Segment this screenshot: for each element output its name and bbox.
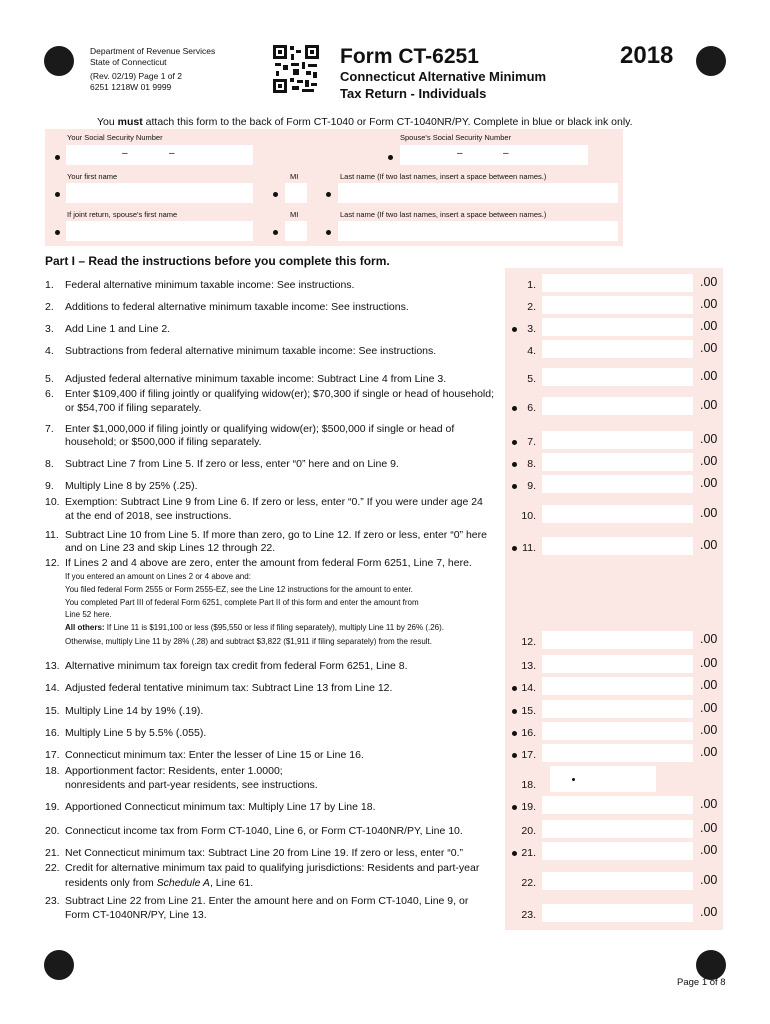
line-10-text: Exemption: Subtract Line 9 from Line 6. If zero or less, enter “0.” If you were under age 24 (65, 496, 483, 508)
line-18-text: Apportionment factor: Residents, enter 1.0000; (65, 765, 283, 777)
qr-code (273, 45, 319, 93)
line-22-text (65, 877, 510, 890)
line-12-text: You completed Part III of federal Form 6251, complete Part II of this form and enter the amount from (65, 598, 419, 607)
line-14-label: 14. (521, 682, 536, 694)
attach-note-pre: You (97, 116, 118, 128)
line-4-label: 4. (527, 345, 536, 357)
ssn-separator: – (457, 148, 464, 159)
line-23-text: Subtract Line 22 from Line 21. Enter the amount here and on Form CT-1040, Line 9, or (65, 895, 469, 907)
attach-note-emphasis: must (117, 116, 143, 128)
line-22-post: , Line 61. (209, 877, 254, 889)
spouse-first-name-field[interactable] (66, 221, 253, 241)
cents-label: .00 (700, 506, 718, 520)
line-12-label: 12. (521, 636, 536, 648)
required-bullet (388, 155, 393, 160)
form-subtitle-line2: Tax Return - Individuals (340, 86, 487, 101)
line-number: 13. (45, 660, 60, 672)
spouse-mi-field[interactable] (285, 221, 307, 241)
line-23-text: Form CT-1040NR/PY, Line 13. (65, 909, 207, 921)
line-13-text: Alternative minimum tax foreign tax credit from federal Form 6251, Line 8. (65, 660, 408, 672)
required-bullet (512, 440, 517, 445)
line-4-text: Subtractions from federal alternative minimum taxable income: See instructions. (65, 345, 437, 357)
line-6-text: Enter $109,400 if filing jointly or qualifying widow(er); $70,300 if single or head of household; (65, 388, 495, 400)
spouse-ssn-label: Spouse's Social Security Number (400, 133, 512, 142)
ssn-separator: – (169, 148, 176, 159)
line-number: 22. (45, 862, 60, 874)
required-bullet (512, 805, 517, 810)
required-bullet (512, 327, 517, 332)
line-19-label: 19. (521, 801, 536, 813)
line-13-amount-field[interactable] (542, 655, 693, 673)
required-bullet (326, 230, 331, 235)
cents-label: .00 (700, 843, 718, 857)
line-17-label: 17. (521, 749, 536, 761)
line-2-amount-field[interactable] (542, 296, 693, 314)
line-16-text: Multiply Line 5 by 5.5% (.055). (65, 727, 207, 739)
line-9-label: 9. (527, 480, 536, 492)
line-18-text: nonresidents and part-year residents, see instructions. (65, 779, 318, 791)
first-name-label: Your first name (67, 172, 118, 181)
required-bullet (55, 192, 60, 197)
cents-label: .00 (700, 873, 718, 887)
cents-label: .00 (700, 745, 718, 759)
mi-field[interactable] (285, 183, 307, 203)
required-bullet (512, 546, 517, 551)
required-bullet (326, 192, 331, 197)
line-10-amount-field[interactable] (542, 505, 693, 523)
ssn-separator: – (503, 148, 510, 159)
line-1-amount-field[interactable] (542, 274, 693, 292)
line-17-amount-field[interactable] (542, 744, 693, 762)
cents-label: .00 (700, 797, 718, 811)
required-bullet (512, 462, 517, 467)
form-subtitle-line1: Connecticut Alternative Minimum (340, 69, 547, 84)
form-code: 6251 1218W 01 9999 (90, 82, 172, 92)
line-18-label: 18. (521, 779, 536, 791)
line-9-amount-field[interactable] (542, 475, 693, 493)
line-number: 1. (45, 279, 54, 291)
last-name-field[interactable] (338, 183, 618, 203)
page-number: Page 1 of 8 (677, 977, 726, 988)
cents-label: .00 (700, 905, 718, 919)
line-number: 16. (45, 727, 60, 739)
line-number: 11. (45, 529, 59, 541)
line-22-amount-field[interactable] (542, 872, 693, 890)
line-16-amount-field[interactable] (542, 722, 693, 740)
tax-year: 2018 (620, 42, 674, 69)
line-20-text: Connecticut income tax from Form CT-1040, Line 6, or Form CT-1040NR/PY, Line 10. (65, 825, 463, 837)
required-bullet (55, 230, 60, 235)
line-21-label: 21. (521, 847, 536, 859)
line-21-text: Net Connecticut minimum tax: Subtract Line 20 from Line 19. If zero or less, enter “0.” (65, 847, 464, 859)
line-14-amount-field[interactable] (542, 677, 693, 695)
line-12-rest: If Line 11 is $191,100 or less ($95,550 or less if filing separately), multiply Line 11 by 26% (.26). (104, 623, 445, 632)
line-15-text: Multiply Line 14 by 19% (.19). (65, 705, 204, 717)
cents-label: .00 (700, 297, 718, 311)
line-11-text: Subtract Line 10 from Line 5. If more than zero, go to Line 12. If zero or less, enter “0” here (65, 529, 487, 541)
cents-label: .00 (700, 476, 718, 490)
line-2-text: Additions to federal alternative minimum taxable income: See instructions. (65, 301, 409, 313)
line-number: 20. (45, 825, 60, 837)
line-1-text: Federal alternative minimum taxable income: See instructions. (65, 279, 355, 291)
line-number: 21. (45, 847, 60, 859)
line-22-em: Schedule A (156, 877, 210, 889)
line-23-label: 23. (521, 909, 536, 921)
required-bullet (512, 709, 517, 714)
form-subtitle (340, 68, 546, 102)
last-name-label: Last name (If two last names, insert a space between names.) (340, 172, 547, 181)
cents-label: .00 (700, 454, 718, 468)
line-number: 7. (45, 423, 54, 435)
spouse-mi-label: MI (290, 210, 299, 219)
line-22-pre: residents only from (65, 877, 157, 889)
cents-label: .00 (700, 701, 718, 715)
ssn-separator: – (122, 148, 129, 159)
ssn-label: Your Social Security Number (67, 133, 163, 142)
line-11-label: 11. (522, 542, 536, 554)
line-19-text: Apportioned Connecticut minimum tax: Multiply Line 17 by Line 18. (65, 801, 376, 813)
cents-label: .00 (700, 341, 718, 355)
line-number: 2. (45, 301, 54, 313)
required-bullet (512, 406, 517, 411)
line-20-amount-field[interactable] (542, 820, 693, 838)
mi-label: MI (290, 172, 299, 181)
line-15-amount-field[interactable] (542, 700, 693, 718)
cents-label: .00 (700, 369, 718, 383)
cents-label: .00 (700, 632, 718, 646)
line-12-text (65, 622, 510, 633)
attach-note-post: attach this form to the back of Form CT-1040 or Form CT-1040NR/PY. Complete in blue or black ink only. (142, 116, 633, 128)
registration-mark-top-right (696, 46, 726, 76)
line-11-amount-field[interactable] (542, 537, 693, 555)
line-22-text: Credit for alternative minimum tax paid to qualifying jurisdictions: Residents and part-year (65, 862, 480, 874)
attach-note (97, 116, 633, 128)
line-2-label: 2. (527, 301, 536, 313)
line-5-text: Adjusted federal alternative minimum taxable income: Subtract Line 4 from Line 3. (65, 373, 447, 385)
form-title: Form CT-6251 (340, 45, 479, 68)
line-19-amount-field[interactable] (542, 796, 693, 814)
cents-label: .00 (700, 821, 718, 835)
line-17-text: Connecticut minimum tax: Enter the lesser of Line 15 or Line 16. (65, 749, 364, 761)
required-bullet (273, 192, 278, 197)
line-number: 4. (45, 345, 54, 357)
cents-label: .00 (700, 678, 718, 692)
revision: (Rev. 02/19) Page 1 of 2 (90, 71, 182, 81)
line-16-label: 16. (521, 727, 536, 739)
cents-label: .00 (700, 319, 718, 333)
state-name: State of Connecticut (90, 57, 167, 67)
line-12-text: Otherwise, multiply Line 11 by 28% (.28) and subtract $3,822 ($1,911 if filing separately) from the result. (65, 637, 432, 646)
line-number: 15. (45, 705, 60, 717)
line-number: 8. (45, 458, 54, 470)
line-number: 19. (45, 801, 60, 813)
spouse-last-name-field[interactable] (338, 221, 618, 241)
line-number: 17. (45, 749, 60, 761)
first-name-field[interactable] (66, 183, 253, 203)
registration-mark-bottom-right (696, 950, 726, 980)
cents-label: .00 (700, 432, 718, 446)
cents-label: .00 (700, 398, 718, 412)
line-20-label: 20. (521, 825, 536, 837)
line-number: 9. (45, 480, 54, 492)
line-7-amount-field[interactable] (542, 431, 693, 449)
line-23-amount-field[interactable] (542, 904, 693, 922)
ssn-field[interactable] (66, 145, 253, 165)
required-bullet (512, 686, 517, 691)
line-15-label: 15. (521, 705, 536, 717)
line-6-text: or $54,700 if filing separately. (65, 402, 202, 414)
line-number: 6. (45, 388, 54, 400)
line-7-label: 7. (527, 436, 536, 448)
line-12-text: Line 52 here. (65, 610, 112, 619)
line-3-text: Add Line 1 and Line 2. (65, 323, 171, 335)
line-12-amount-field[interactable] (542, 631, 693, 649)
line-6-amount-field[interactable] (542, 397, 693, 415)
line-7-text: household; or $500,000 if filing separately. (65, 436, 262, 448)
line-number: 23. (45, 895, 60, 907)
line-number: 18. (45, 765, 60, 777)
cents-label: .00 (700, 656, 718, 670)
line-10-text: at the end of 2018, see instructions. (65, 510, 232, 522)
line-11-text: and on Line 23 and skip Lines 12 through 22. (65, 542, 276, 554)
line-7-text: Enter $1,000,000 if filing jointly or qualifying widow(er); $500,000 if single or head of (65, 423, 455, 435)
line-9-text: Multiply Line 8 by 25% (.25). (65, 480, 198, 492)
required-bullet (55, 155, 60, 160)
line-number: 3. (45, 323, 54, 335)
line-12-bold: All others: (65, 623, 105, 632)
cents-label: .00 (700, 275, 718, 289)
line-13-label: 13. (521, 660, 536, 672)
part1-title: Part I – Read the instructions before you complete this form. (45, 254, 390, 268)
line-5-amount-field[interactable] (542, 368, 693, 386)
line-number: 14. (45, 682, 60, 694)
line-8-amount-field[interactable] (542, 453, 693, 471)
line-14-text: Adjusted federal tentative minimum tax: Subtract Line 13 from Line 12. (65, 682, 393, 694)
line-3-amount-field[interactable] (542, 318, 693, 336)
line-number: 10. (45, 496, 60, 508)
line-10-label: 10. (521, 510, 536, 522)
spouse-last-name-label: Last name (If two last names, insert a space between names.) (340, 210, 547, 219)
required-bullet (512, 731, 517, 736)
spouse-first-name-label: If joint return, spouse's first name (67, 210, 178, 219)
line-18-field[interactable] (550, 766, 656, 792)
line-3-label: 3. (527, 323, 536, 335)
line-number: 12. (45, 557, 60, 569)
line-12-text: You filed federal Form 2555 or Form 2555-EZ, see the Line 12 instructions for the amount to enter. (65, 585, 413, 594)
required-bullet (512, 851, 517, 856)
cents-label: .00 (700, 723, 718, 737)
line-4-amount-field[interactable] (542, 340, 693, 358)
required-bullet (512, 484, 517, 489)
line-21-amount-field[interactable] (542, 842, 693, 860)
line-12-text: If you entered an amount on Lines 2 or 4 above and: (65, 572, 251, 581)
spouse-ssn-field[interactable] (400, 145, 588, 165)
registration-mark-bottom-left (44, 950, 74, 980)
required-bullet (512, 753, 517, 758)
dept-name: Department of Revenue Services (90, 46, 216, 56)
line-6-label: 6. (527, 402, 536, 414)
cents-label: .00 (700, 538, 718, 552)
decimal-point (572, 778, 575, 781)
line-5-label: 5. (527, 373, 536, 385)
line-number: 5. (45, 373, 54, 385)
registration-mark-top-left (44, 46, 74, 76)
line-8-label: 8. (527, 458, 536, 470)
line-8-text: Subtract Line 7 from Line 5. If zero or less, enter “0” here and on Line 9. (65, 458, 399, 470)
required-bullet (273, 230, 278, 235)
header-info (90, 46, 215, 93)
line-1-label: 1. (527, 279, 536, 291)
line-12-text: If Lines 2 and 4 above are zero, enter the amount from federal Form 6251, Line 7, here. (65, 557, 472, 569)
line-22-label: 22. (521, 877, 536, 889)
